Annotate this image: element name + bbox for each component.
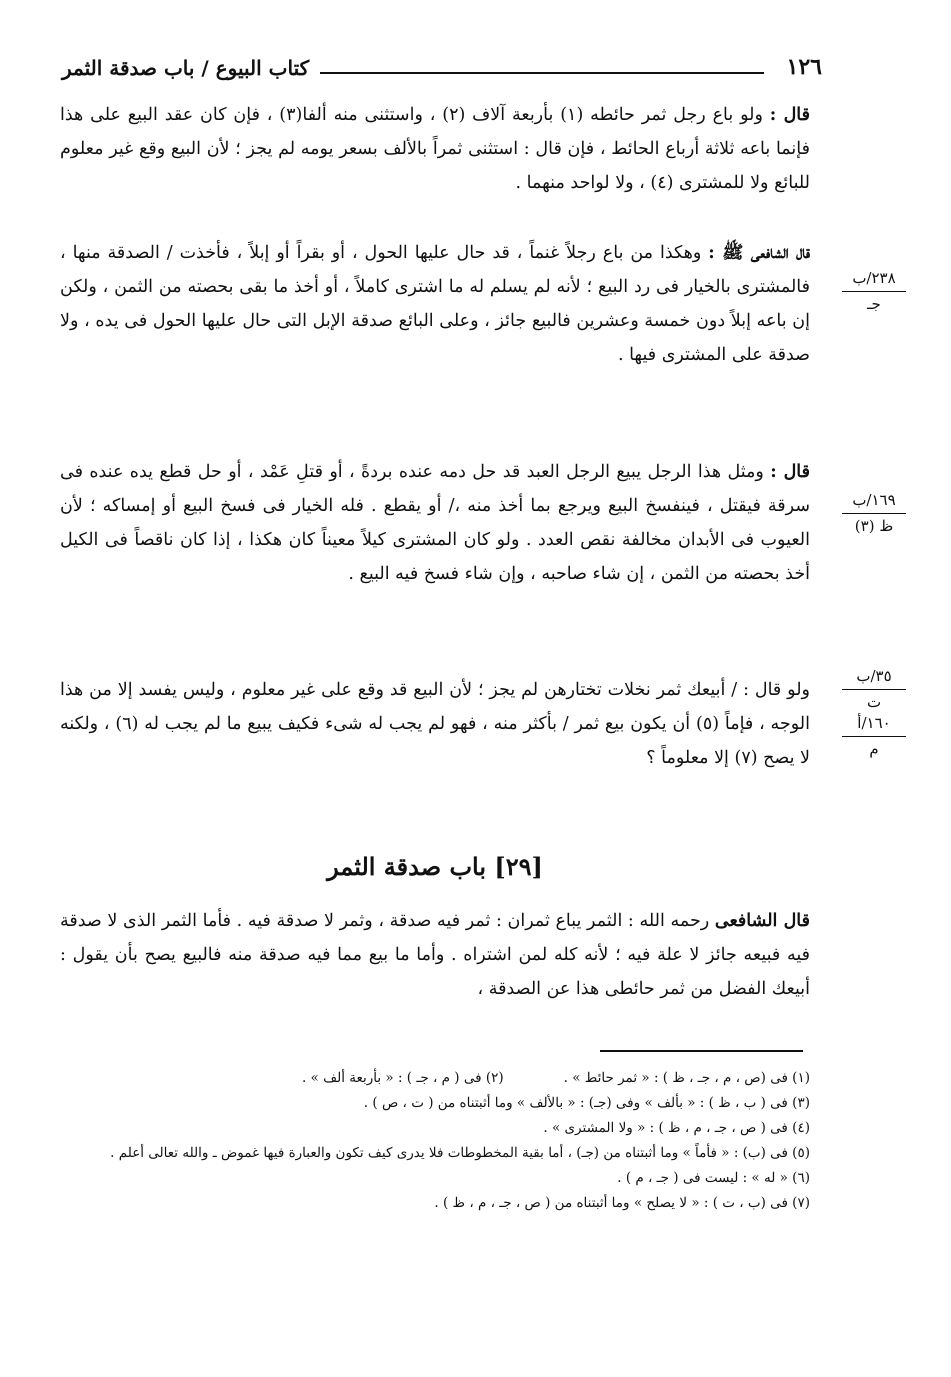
margin-note-rule: [842, 291, 906, 292]
paragraph-text: ومثل هذا الرجل يبيع الرجل العبد قد حل دمه عنده بردةً ، أو قتلِ عَمْد ، أو حل قطع يده عنده فى سرقة فيقتل ، فينفسخ البيع ويرجع بما أخذ منه ،/ أو يقطع . فله الخيار فى فسخ البيع أو إمساكه ؛ لأن العيوب فى الأبدان مخالفة نقص العدد . ولو كان المشترى كيلاً معيناً كان هكذا ، إذا كان ناقصاً فى الكيل أخذ بحصته من الثمن ، إن شاء صاحبه ، وإن شاء فسخ فيه البيع .: [60, 462, 810, 584]
paragraph-text: ولو باع رجل ثمر حائطه (١) بأربعة آلاف (٢) ، واستثنى منه ألفا(٣) ، فإن كان عقد البيع على هذا فإنما باعه ثلاثة أرباع الحائط ، فإن قال : استثنى ثمراً بالألف بسعر يومه لم يجز ؛ لأن البيع وقع غير معلوم للبائع ولا للمشترى (٤) ، ولا لواحد منهما .: [60, 105, 810, 193]
footnote: (٦) « له » : ليست فى ( جـ ، م ) .: [617, 1170, 810, 1186]
footnote: (٣) فى ( ب ، ظ ) : « بألف » وفى (جـ) : « بالألف » وما أثبتناه من ( ت ، ص ) .: [363, 1095, 810, 1111]
paragraph-lead: قال الشافعى: [714, 911, 810, 931]
margin-note: [838, 490, 910, 537]
paragraph: [60, 904, 810, 1006]
footnote: (٧) فى (ب ، ت ) : « لا يصلح » وما أثبتناه من ( ص ، جـ ، م ، ظ ) .: [434, 1195, 810, 1211]
footnote-text: (١) فى (ص ، م ، جـ ، ظ ) : « ثمر حائط » .: [563, 1070, 810, 1086]
header-rule: [320, 72, 764, 74]
footnote-text: (٢) فى ( م ، جـ ) : « بأربعة ألف » .: [301, 1070, 504, 1086]
paragraph-lead: قال :: [769, 105, 811, 125]
footnote-rule: [600, 1050, 803, 1052]
margin-note-top: ٣٥/ب: [856, 667, 892, 685]
paragraph-lead: قال الشافعى ﷺ :: [708, 243, 811, 263]
paragraph-text: ولو قال : / أبيعك ثمر نخلات تختارهن لم يجز ؛ لأن البيع قد وقع على غير معلوم ، وليس يفسد إلا من هذا الوجه ، فإماً (٥) أن يكون بيع ثمر / بأكثر منه ، فهو لم يجب له شىء فكيف يبيع ما لم يجب له (٦) ، ولكنه لا يصح (٧) إلا معلوماً ؟: [60, 680, 810, 768]
margin-note-mid: ت: [866, 693, 882, 711]
paragraph: [60, 98, 810, 200]
chapter-heading: [٢٩] باب صدقة الثمر: [327, 852, 543, 881]
paragraph: [60, 236, 810, 372]
margin-note-bottom: جـ: [867, 295, 881, 313]
footnote: (٥) فى (ب) : « فأماً » وما أثبتناه من (جـ) ، أما بقية المخطوطات فلا يدرى كيف تكون والعبارة فيها غموض ـ والله تعالى أعلم .: [110, 1145, 810, 1161]
margin-note: [838, 268, 910, 315]
footnotes: [60, 1066, 810, 1216]
running-title: كتاب البيوع / باب صدقة الثمر: [62, 56, 310, 80]
margin-note-rule: [842, 736, 906, 737]
margin-note: [838, 666, 910, 760]
paragraph-text: رحمه الله : الثمر يباع ثمران : ثمر فيه صدقة ، وثمر لا صدقة فيه . فأما الثمر الذى لا صدقة فيه فبيعه جائز لا علة فيه ؛ لأنه كله لمن اشتراه . وأما ما بيع مما فيه صدقة منه فالبيع يصح بأن يقول : أبيعك الفضل من ثمر حائطى هذا عن الصدقة ،: [60, 911, 810, 999]
margin-note-top: ٢٣٨/ب: [852, 269, 896, 287]
margin-note-rule: [842, 689, 906, 690]
margin-note-bottom: م: [869, 740, 879, 758]
footnote: (٤) فى ( ص ، جـ ، م ، ظ ) : « ولا المشترى » .: [543, 1120, 810, 1136]
margin-note-top: ١٦٩/ب: [852, 491, 896, 509]
paragraph-text: وهكذا من باع رجلاً غنماً ، قد حال عليها الحول ، أو بقراً أو إبلاً ، فأخذت / الصدقة منها ، فالمشترى بالخيار فى رد البيع ؛ لأنه لم يسلم له ما اشترى كاملاً ، أو أخذ ما بقى بحصته من الثمن ، ولكن إن باعه إبلاً دون خمسة وعشرين فالبيع جائز ، وعلى البائع صدقة الإبل التى حال عليها الحول فى يده ، ولا صدقة على المشترى فيها .: [60, 243, 810, 365]
margin-note-bottom: ظ (٣): [854, 517, 894, 535]
margin-note-mid2: ١٦٠/أ: [857, 714, 891, 732]
running-header: [62, 52, 822, 92]
margin-note-rule: [842, 513, 906, 514]
paragraph: [60, 673, 810, 775]
paragraph: [60, 455, 810, 591]
footnote: [60, 1066, 810, 1091]
paragraph-lead: قال :: [770, 462, 810, 482]
page-number: ١٢٦: [786, 54, 822, 80]
